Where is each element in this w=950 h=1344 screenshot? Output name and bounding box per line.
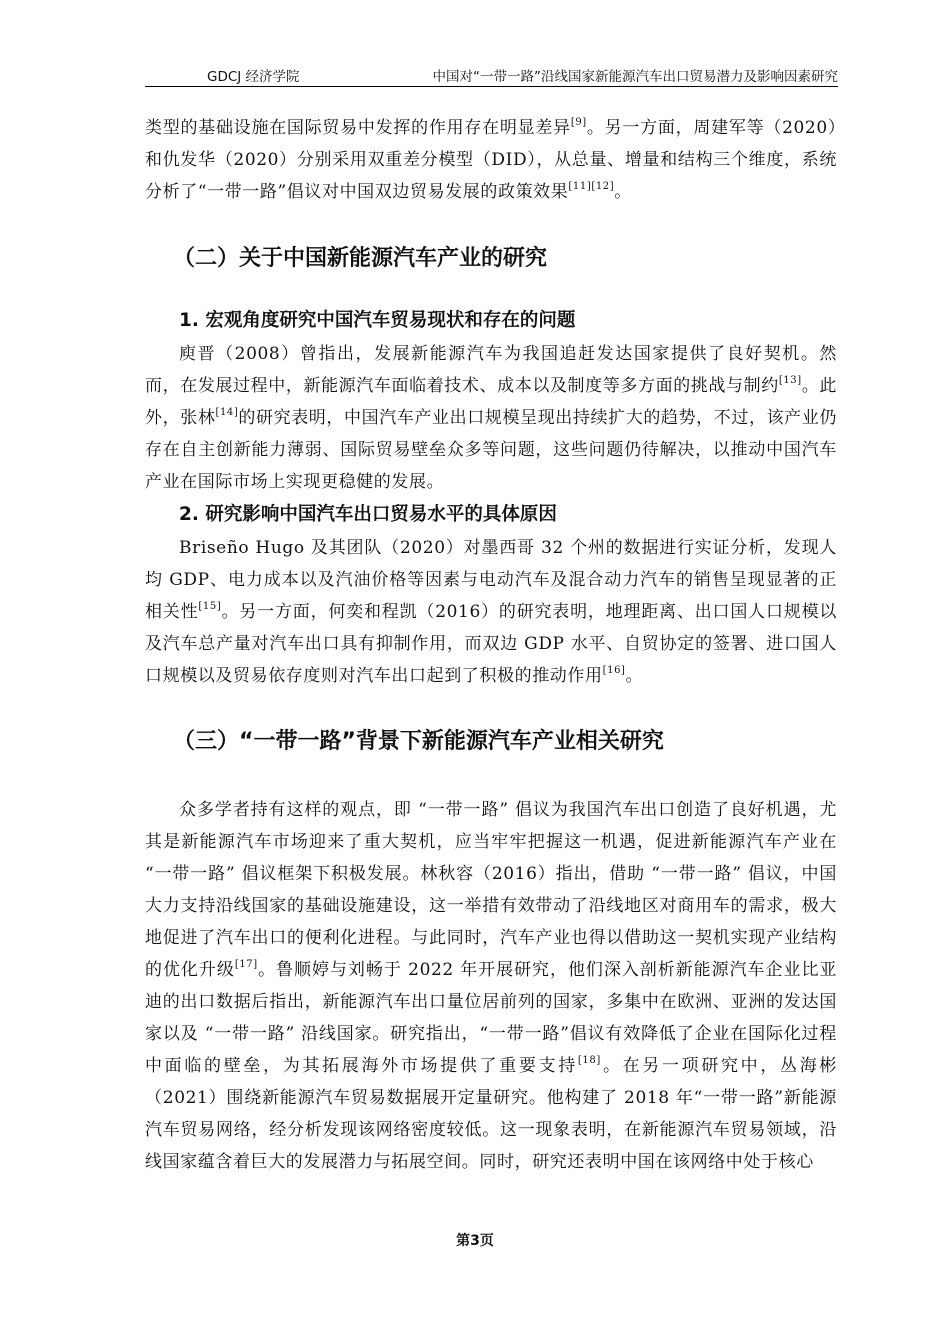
paragraph-belt-road-research: 众多学者持有这样的观点，即 “一带一路” 倡议为我国汽车出口创造了良好机遇，尤其是新能源汽车市场迎来了重大契机，应当牢牢把握这一机遇，促进新能源汽车产业在 “一带一路” 倡议框架下积极发展。林秋容（2016）指出，借助 “一带一路” 倡议，中国大力支持沿线国家的基础设施建设，这一举措有效带动了沿线地区对商用车的需求，极大地促进了汽车出口的便利化进程。与此同时，汽车产业也得以借助这一契机实现产业结构的优化升级[17]。鲁顺婷与刘畅于 2022 年开展研究，他们深入剖析新能源汽车企业比亚迪的出口数据后指出，新能源汽车出口量位居前列的国家，多集中在欧洲、亚洲的发达国家以及 “一带一路” 沿线国家。研究指出，“一带一路”倡议有效降低了企业在国际化过程中面临的壁垒，为其拓展海外市场提供了重要支持[18]。在另一项研究中，丛海彬（2021）围绕新能源汽车贸易数据展开定量研究。他构建了 2018 年“一带一路”新能源汽车贸易网络，经分析发现该网络密度较低。这一现象表明，在新能源汽车贸易领域，沿线国家蕴含着巨大的发展潜力与拓展空间。同时，研究还表明中国在该网络中处于核心 xyxy=(145,800,838,1172)
citation: [18] xyxy=(577,1055,601,1066)
paragraph-intro-continued: 类型的基础设施在国际贸易中发挥的作用存在明显差异[9]。另一方面，周建军等（2020）和仇发华（2020）分别采用双重差分模型（DID），从总量、增量和结构三个维度，系统分析了“一带一路”倡议对中国双边贸易发展的政策效果[11][12]。 xyxy=(145,117,837,202)
citation: [17] xyxy=(234,959,258,970)
citation: [15] xyxy=(198,601,222,612)
page-header xyxy=(145,62,838,87)
paragraph-export-factors: Briseño Hugo 及其团队（2020）对墨西哥 32 个州的数据进行实证分析，发现人均 GDP、电力成本以及汽油价格等因素与电动汽车及混合动力汽车的销售呈现显著的正相关性[15]。另一方面，何奕和程凯（2016）的研究表明，地理距离、出口国人口规模以及汽车总产量对汽车出口具有抑制作用，而双边 GDP 水平、自贸协定的签署、进口国人口规模以及贸易依存度则对汽车出口起到了积极的推动作用[16]。 xyxy=(145,538,837,686)
citation: [9] xyxy=(570,117,587,128)
subsection-heading-2: 2. 研究影响中国汽车出口贸易水平的具体原因 xyxy=(179,504,557,525)
citation: [13] xyxy=(778,375,802,386)
citation: [11][12] xyxy=(568,181,615,192)
paragraph-macro-research: 庾晋（2008）曾指出，发展新能源汽车为我国追赶发达国家提供了良好契机。然而，在发展过程中，新能源汽车面临着技术、成本以及制度等多方面的挑战与制约[13]。此外，张林[14]的研究表明，中国汽车产业出口规模呈现出持续扩大的趋势，不过，该产业仍存在自主创新能力薄弱、国际贸易壁垒众多等问题，这些问题仍待解决，以推动中国汽车产业在国际市场上实现更稳健的发展。 xyxy=(145,344,837,492)
page-number: 第3页 xyxy=(456,1233,494,1249)
header-thesis-title: 中国对“一带一路”沿线国家新能源汽车出口贸易潜力及影响因素研究 xyxy=(432,69,838,85)
section-heading-2: （二）关于中国新能源汽车产业的研究 xyxy=(173,246,548,271)
citation: [14] xyxy=(215,407,239,418)
section-heading-3: （三）“一带一路”背景下新能源汽车产业相关研究 xyxy=(173,729,664,754)
page-body xyxy=(145,112,837,1178)
citation: [16] xyxy=(602,665,626,676)
header-institution: GDCJ 经济学院 xyxy=(207,69,300,85)
subsection-heading-1: 1. 宏观角度研究中国汽车贸易现状和存在的问题 xyxy=(179,310,576,331)
